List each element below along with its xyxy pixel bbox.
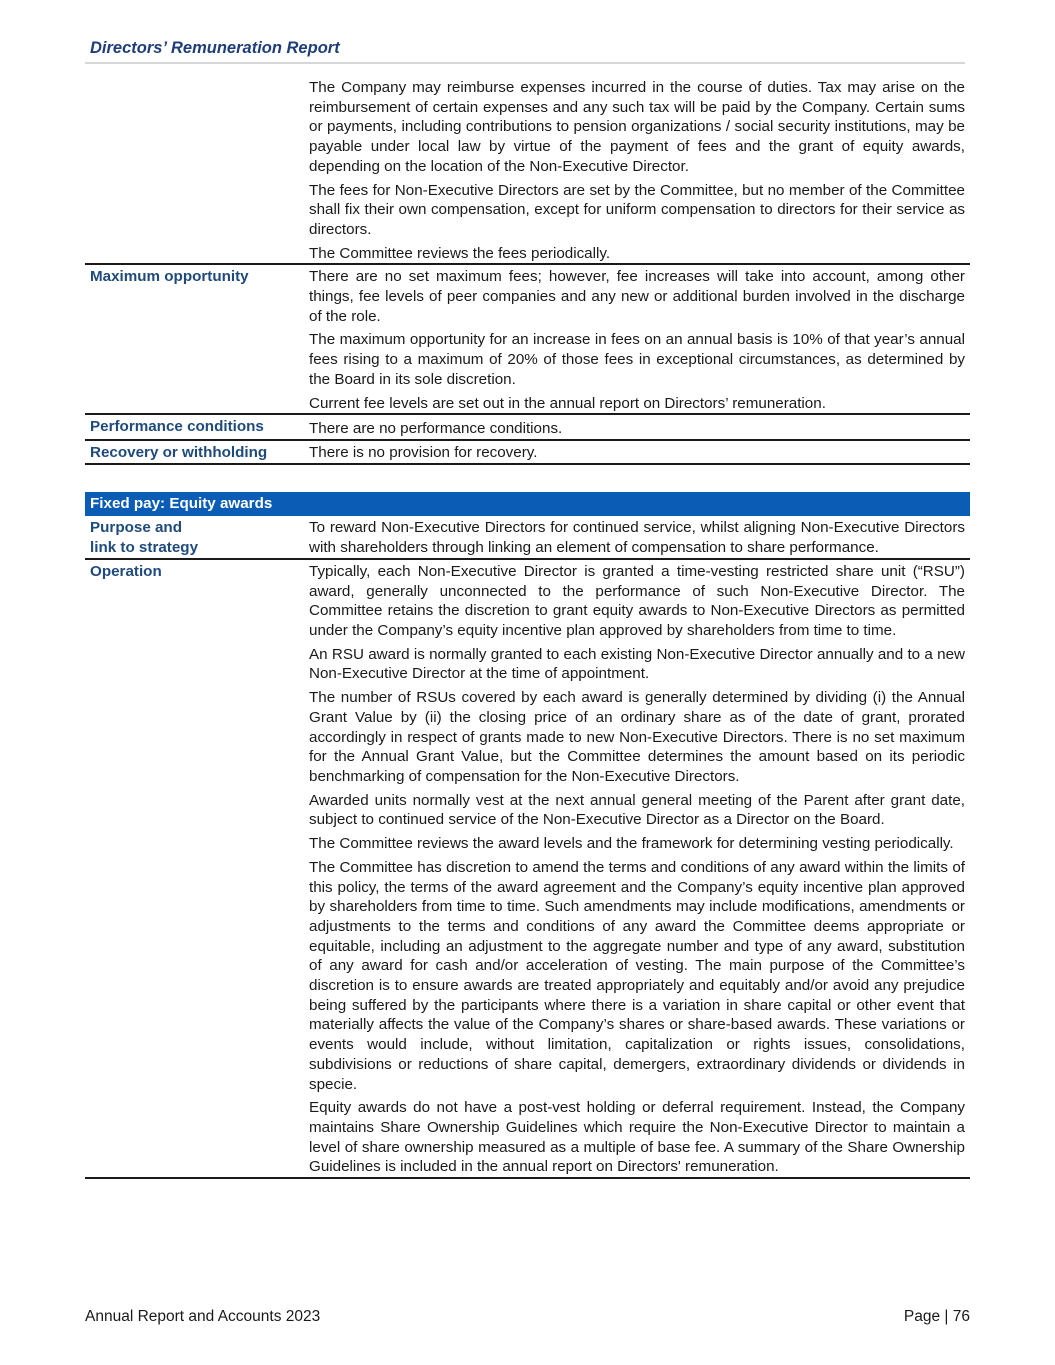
footer-report-name: Annual Report and Accounts 2023 [85,1308,321,1325]
header-divider [85,62,965,64]
performance-conditions-row [85,415,970,441]
policy-content [85,78,970,1179]
operation-row [85,560,970,1179]
row-text [309,78,965,263]
row-label-line: Purpose and [90,518,182,536]
paragraph: Current fee levels are set out in the annual report on Directors’ remuneration. [309,394,826,412]
row-label: Recovery or withholding [90,443,268,461]
paragraph: To reward Non-Executive Directors for continued service, whilst aligning Non-Executive Directors with shareholders through linking an element of compensation to share performance. [309,518,965,556]
paragraph: Awarded units normally vest at the next annual general meeting of the Parent after grant date, subject to continued service of the Non-Executive Director as a Director on the Board. [309,791,965,829]
paragraph: The number of RSUs covered by each award is generally determined by dividing (i) the Annual Grant Value by (ii) the closing price of an ordinary share as of the date of grant, prorated accordingly in respect of grants made to new Non-Executive Directors. There is no set maximum for the Annual Grant Value, but the Committee determines the amount based on its periodic benchmarking of compensation for the Non-Executive Directors. [309,689,965,785]
paragraph: The Committee reviews the award levels and the framework for determining vesting periodically. [309,835,954,853]
row-text [309,562,965,1177]
footer-page-number: Page | 76 [903,1308,970,1325]
paragraph: The Committee has discretion to amend the terms and conditions of any award within the limits of this policy, the terms of the award agreement and the Company’s equity incentive plan approved by shareholders from time to time. Such amendments may include modifications, amendments or adjustments to the terms and conditions of any award the Committee deems appropriate or equitable, including an adjustment to the aggregate number and type of any award, substitution of any award for cash and/or acceleration of vesting. The main purpose of the Committee’s discretion is to ensure awards are treated appropriately and equitably and/or avoid any prejudice being suffered by the participants where there is a variation in share capital or other event that materially affects the value of the Company’s shares or share-based awards. These variations or events would include, without limitation, capitalization or rights issues, consolidations, subdivisions or reductions of share capital, demergers, extraordinary dividends or dividends in specie. [309,858,965,1093]
paragraph: Typically, each Non-Executive Director is granted a time-vesting restricted share unit (“RSU”) award, generally unconnected to the performance of such Non-Executive Director. The Committee retains the discretion to grant equity awards to Non-Executive Directors as permitted under the Company’s equity incentive plan approved by shareholders from time to time. [309,562,965,640]
paragraph: Equity awards do not have a post-vest holding or deferral requirement. Instead, the Company maintains Share Ownership Guidelines which require the Non-Executive Director to maintain a level of share ownership measured as a multiple of base fee. A summary of the Share Ownership Guidelines is included in the annual report on Directors' remuneration. [309,1099,965,1176]
row-text [309,417,965,439]
row-text [309,443,965,463]
paragraph: The maximum opportunity for an increase in fees on an annual basis is 10% of that year’s annual fees rising to a maximum of 20% of those fees in exceptional circumstances, as determined by the Board in its sole discretion. [309,331,965,388]
operation-continued-row [85,78,970,265]
paragraph: The Committee reviews the fees periodically. [309,244,611,262]
paragraph: There is no provision for recovery. [309,443,538,461]
row-text [309,518,965,558]
recovery-withholding-row [85,441,970,465]
paragraph: There are no set maximum fees; however, fee increases will take into account, among other things, fee levels of peer companies and any new or additional burden involved in the discharge of the role. [309,268,965,325]
row-label: Maximum opportunity [90,268,249,286]
row-label-empty [85,78,309,263]
row-label [85,518,309,558]
paragraph: An RSU award is normally granted to each existing Non-Executive Director annually and to a new Non-Executive Director at the time of appointment. [309,645,965,683]
paragraph: The fees for Non-Executive Directors are set by the Committee, but no member of the Committee shall fix their own compensation, except for uniform compensation to directors for their service as directors. [309,181,965,238]
maximum-opportunity-row [85,265,970,415]
row-label-line: link to strategy [90,538,199,556]
purpose-row [85,516,970,560]
report-section-title: Directors’ Remuneration Report [90,39,340,57]
equity-awards-table-header: Fixed pay: Equity awards [85,492,970,516]
paragraph: The Company may reimburse expenses incurred in the course of duties. Tax may arise on the reimbursement of certain expenses and any such tax will be paid by the Company. Certain sums or payments, including contributions to pension organizations / social security institutions, may be payable under local law by virtue of the payment of fees and the grant of equity awards, depending on the location of the Non-Executive Director. [309,79,965,175]
row-text [309,267,965,413]
row-label: Performance conditions [90,418,264,436]
paragraph: There are no performance conditions. [309,420,563,438]
row-label: Operation [90,562,162,580]
